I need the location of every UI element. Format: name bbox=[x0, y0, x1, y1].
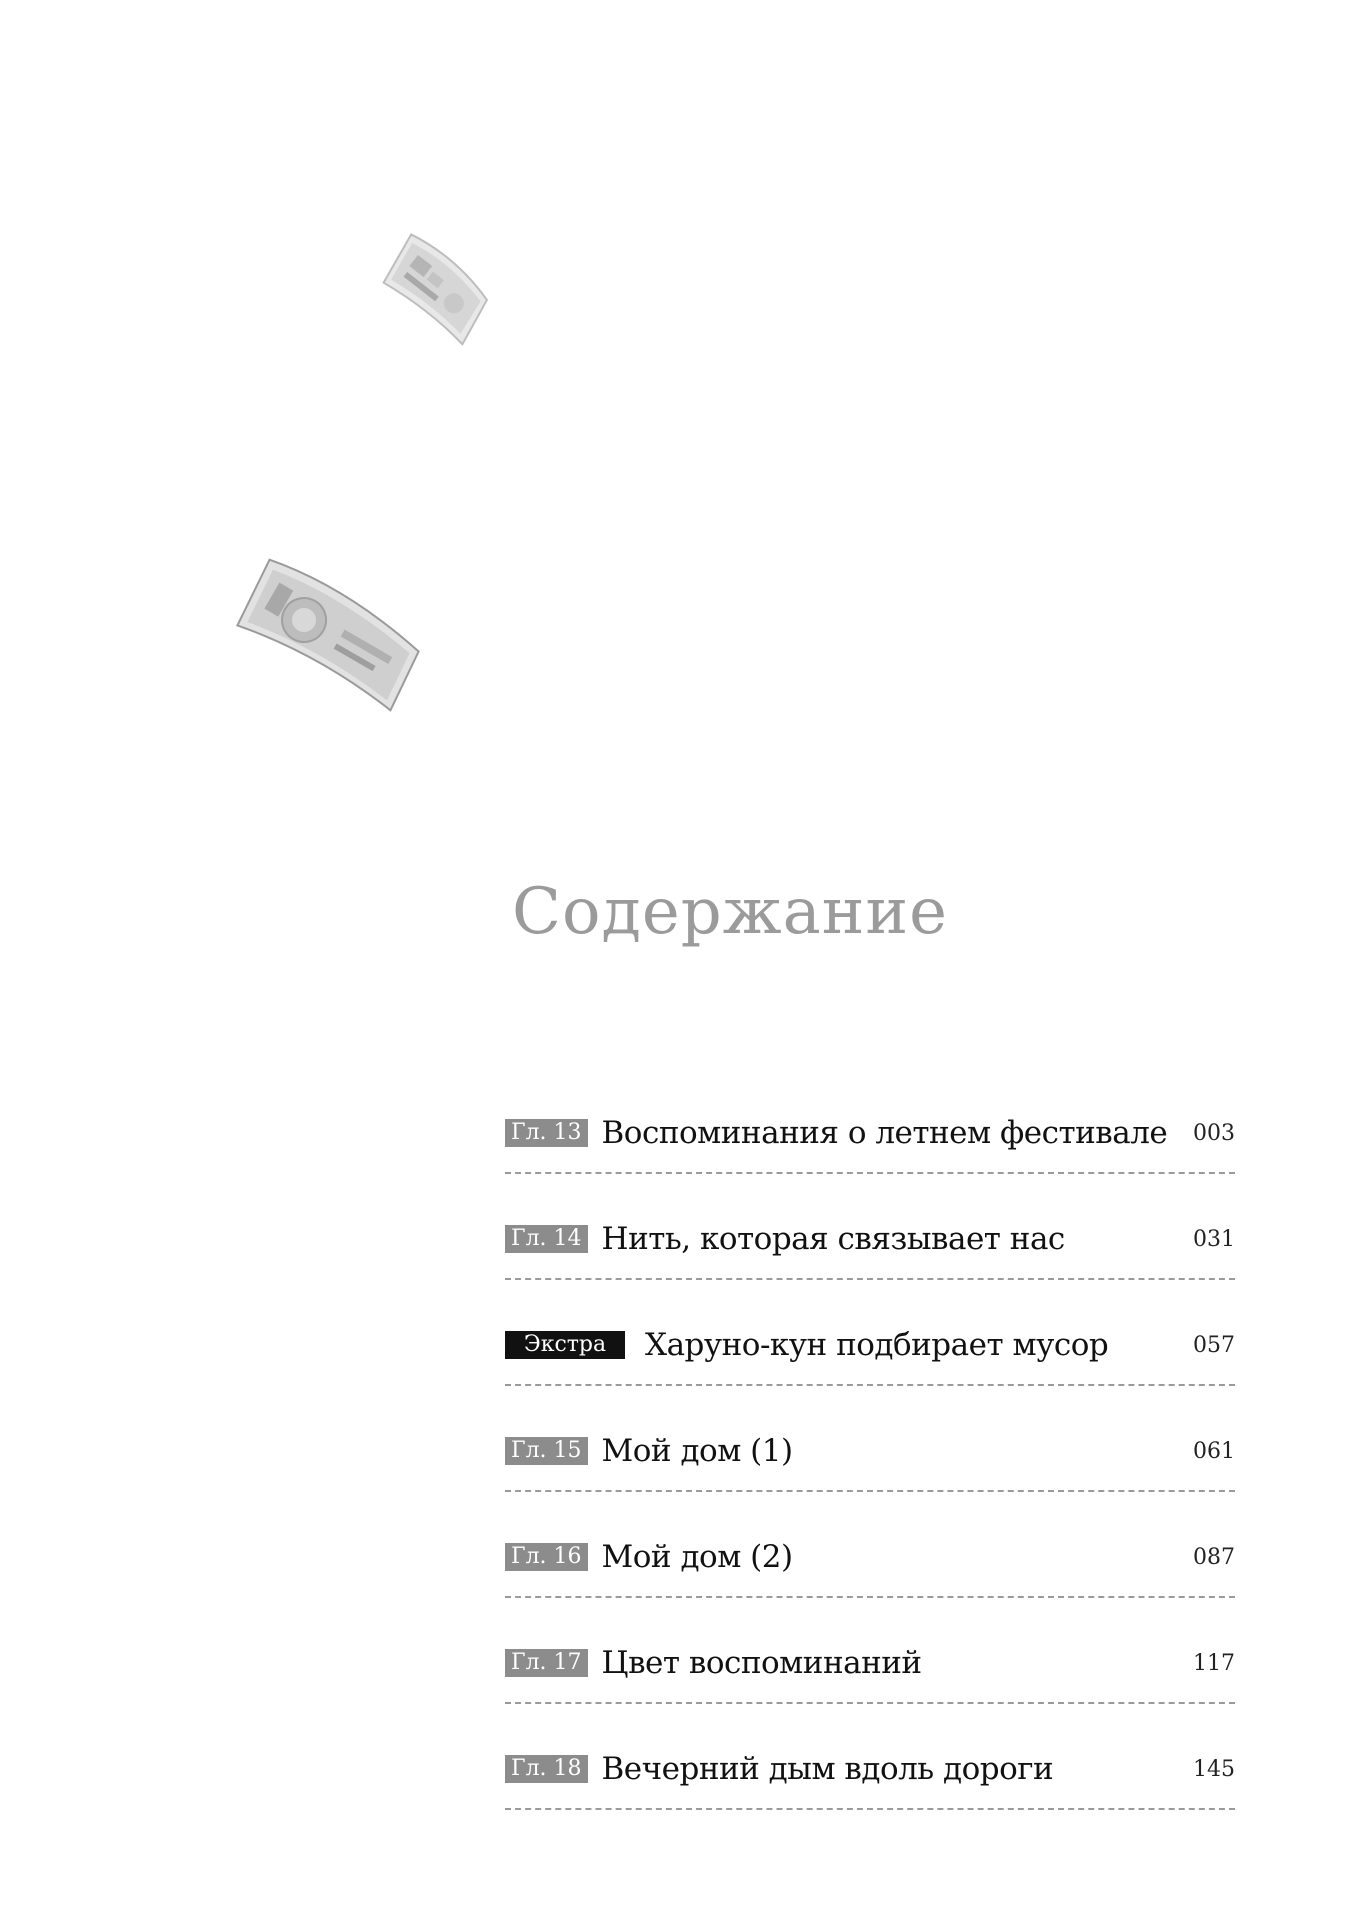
toc-entry[interactable] bbox=[505, 1100, 1235, 1206]
page-number: 057 bbox=[1193, 1332, 1235, 1358]
banknote-icon bbox=[360, 225, 520, 365]
dashed-divider bbox=[505, 1278, 1235, 1280]
extra-badge: Экстра bbox=[505, 1331, 625, 1359]
chapter-badge: Гл. 14 bbox=[505, 1225, 588, 1253]
toc-entry[interactable] bbox=[505, 1630, 1235, 1736]
dashed-divider bbox=[505, 1384, 1235, 1386]
chapter-title: Харуно-кун подбирает мусор bbox=[645, 1327, 1109, 1363]
table-of-contents bbox=[505, 1100, 1235, 1842]
page-number: 031 bbox=[1193, 1226, 1235, 1252]
chapter-badge: Гл. 17 bbox=[505, 1649, 588, 1677]
toc-entry[interactable] bbox=[505, 1736, 1235, 1842]
toc-entry[interactable] bbox=[505, 1206, 1235, 1312]
chapter-badge: Гл. 18 bbox=[505, 1755, 588, 1783]
page-number: 117 bbox=[1193, 1650, 1235, 1676]
page-number: 087 bbox=[1193, 1544, 1235, 1570]
banknote-icon bbox=[230, 545, 430, 725]
chapter-title: Воспоминания о летнем фестивале bbox=[601, 1115, 1168, 1151]
chapter-badge: Гл. 13 bbox=[505, 1119, 588, 1147]
toc-entry[interactable] bbox=[505, 1418, 1235, 1524]
dashed-divider bbox=[505, 1172, 1235, 1174]
toc-entry[interactable] bbox=[505, 1524, 1235, 1630]
dashed-divider bbox=[505, 1808, 1235, 1810]
chapter-title: Вечерний дым вдоль дороги bbox=[601, 1751, 1054, 1787]
chapter-title: Цвет воспоминаний bbox=[601, 1645, 922, 1681]
chapter-badge: Гл. 15 bbox=[505, 1437, 588, 1465]
dashed-divider bbox=[505, 1596, 1235, 1598]
chapter-title: Нить, которая связывает нас bbox=[601, 1221, 1065, 1257]
page-number: 003 bbox=[1193, 1120, 1235, 1146]
toc-entry[interactable] bbox=[505, 1312, 1235, 1418]
dashed-divider bbox=[505, 1702, 1235, 1704]
dashed-divider bbox=[505, 1490, 1235, 1492]
page-number: 145 bbox=[1193, 1756, 1235, 1782]
page-title: Содержание bbox=[512, 875, 948, 949]
page-number: 061 bbox=[1193, 1438, 1235, 1464]
chapter-badge: Гл. 16 bbox=[505, 1543, 588, 1571]
chapter-title: Мой дом (1) bbox=[601, 1433, 793, 1469]
chapter-title: Мой дом (2) bbox=[601, 1539, 793, 1575]
